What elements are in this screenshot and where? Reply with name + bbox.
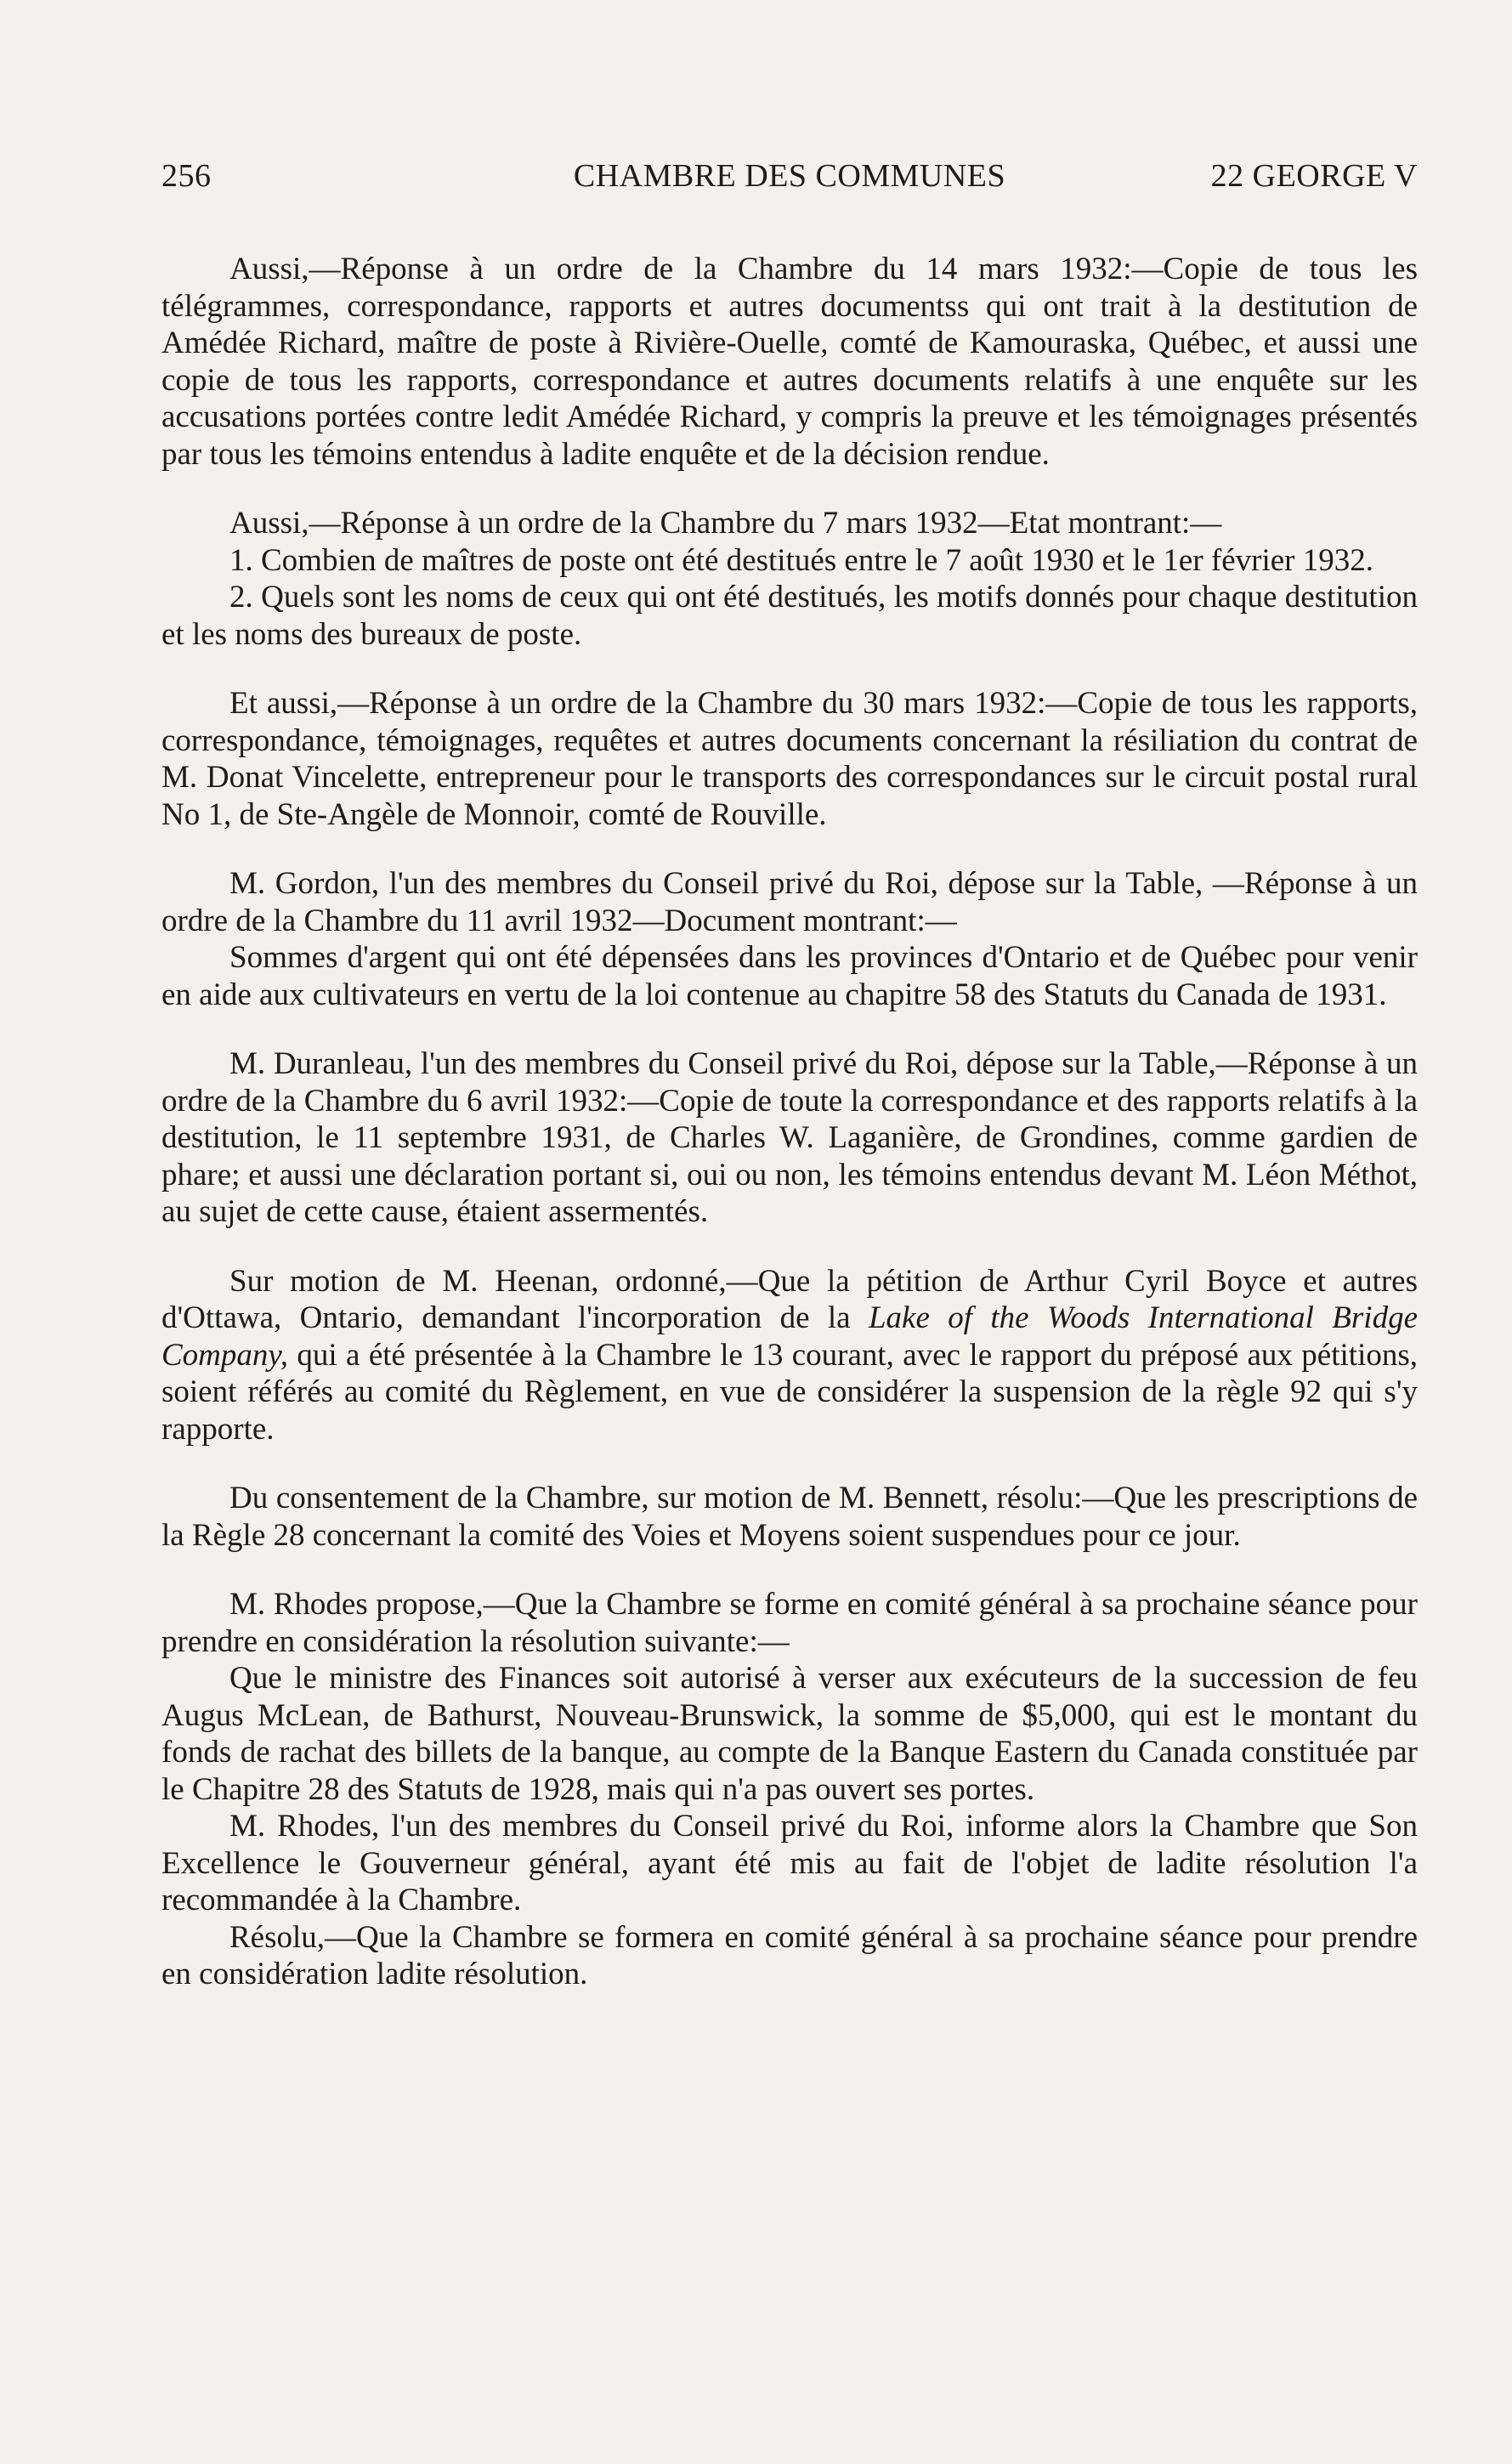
paragraph: M. Rhodes propose,—Que la Chambre se forme en comité général à sa prochaine séance pour prendre en considération la résolution suivante:— <box>161 1587 1418 1659</box>
reign-label: 22 GEORGE V <box>1210 158 1418 194</box>
page-title: CHAMBRE DES COMMUNES <box>573 158 1006 194</box>
paragraph: Sommes d'argent qui ont été dépensées dans les provinces d'Ontario et de Québec pour venir en aide aux cultivateurs en vertu de la loi contenue au chapitre 58 des Statuts du Canada de 1931. <box>161 940 1418 1012</box>
paragraph: M. Duranleau, l'un des membres du Conseil privé du Roi, dépose sur la Table,—Réponse à un ordre de la Chambre du 6 avril 1932:—Copie de toute la correspondance et des rapports relatifs à la destitution, le 11 septembre 1931, de Charles W. Laganière, de Grondines, comme gardien de phare; et aussi une déclaration portant si, oui ou non, les témoins entendus devant M. Léon Méthot, au sujet de cette cause, étaient assermentés. <box>161 1046 1418 1229</box>
paragraph: M. Rhodes, l'un des membres du Conseil privé du Roi, informe alors la Chambre que Son Excellence le Gouverneur général, ayant été mis au fait de l'objet de ladite résolution l'a recommandée à la Chambre. <box>161 1809 1418 1917</box>
running-header <box>161 157 1418 200</box>
company-name: Lake of the Woods International Bridge Company, <box>161 1300 1418 1373</box>
paragraph: M. Gordon, l'un des membres du Conseil privé du Roi, dépose sur la Table, —Réponse à un ordre de la Chambre du 11 avril 1932—Document montrant:— <box>161 866 1418 938</box>
petition-text-start: Sur motion de M. Heenan, ordonné,—Que la pétition de Arthur Cyril Boyce et autres d'Ottawa, Ontario, demandant l'incorporation de la <box>161 1263 1418 1335</box>
list-item: 1. Combien de maîtres de poste ont été destitués entre le 7 août 1930 et le 1er février 1932. <box>229 542 1373 578</box>
page-number: 256 <box>161 158 212 194</box>
paragraph: Du consentement de la Chambre, sur motion de M. Bennett, résolu:—Que les prescriptions de la Règle 28 concernant la comité des Voies et Moyens soient suspendues pour ce jour. <box>161 1481 1418 1553</box>
list-item: 2. Quels sont les noms de ceux qui ont été destitués, les motifs donnés pour chaque destitution et les noms des bureaux de poste. <box>161 580 1418 652</box>
resolution-text: Que le ministre des Finances soit autorisé à verser aux exécuteurs de la succession de feu Augus McLean, de Bathurst, Nouveau-Brunswick, la somme de $5,000, qui est le montant du fonds de rachat des billets de la banque, au compte de la Banque Eastern du Canada constituée par le Chapitre 28 des Statuts de 1928, mais qui n'a pas ouvert ses portes. <box>161 1661 1418 1807</box>
petition-paragraph <box>161 1263 1418 1448</box>
document-body <box>161 251 1418 1993</box>
paragraph: Aussi,—Réponse à un ordre de la Chambre du 7 mars 1932—Etat montrant:— <box>229 506 1222 541</box>
paragraph: Aussi,—Réponse à un ordre de la Chambre du 14 mars 1932:—Copie de tous les télégrammes, correspondance, rapports et autres documentss qui ont trait à la destitution de Amédée Richard, maître de poste à Rivière-Ouelle, comté de Kamouraska, Québec, et aussi une copie de tous les rapports, correspondance et autres documents relatifs à une enquête sur les accusations portées contre ledit Amédée Richard, y compris la preuve et les témoignages présentés par tous les témoins entendus à ladite enquête et de la décision rendue. <box>161 252 1418 472</box>
petition-text-end: qui a été présentée à la Chambre le 13 courant, avec le rapport du préposé aux pétitions, soient référés au comité du Règlement, en vue de considérer la suspension de la règle 92 qui s'y rapporte. <box>161 1337 1418 1447</box>
paragraph: Résolu,—Que la Chambre se formera en comité général à sa prochaine séance pour prendre en considération ladite résolution. <box>161 1919 1418 1991</box>
paragraph: Et aussi,—Réponse à un ordre de la Chambre du 30 mars 1932:—Copie de tous les rapports, correspondance, témoignages, requêtes et autres documents concernant la résiliation du contrat de M. Donat Vincelette, entrepreneur pour le transports des correspondances sur le circuit postal rural No 1, de Ste-Angèle de Monnoir, comté de Rouville. <box>161 686 1418 832</box>
